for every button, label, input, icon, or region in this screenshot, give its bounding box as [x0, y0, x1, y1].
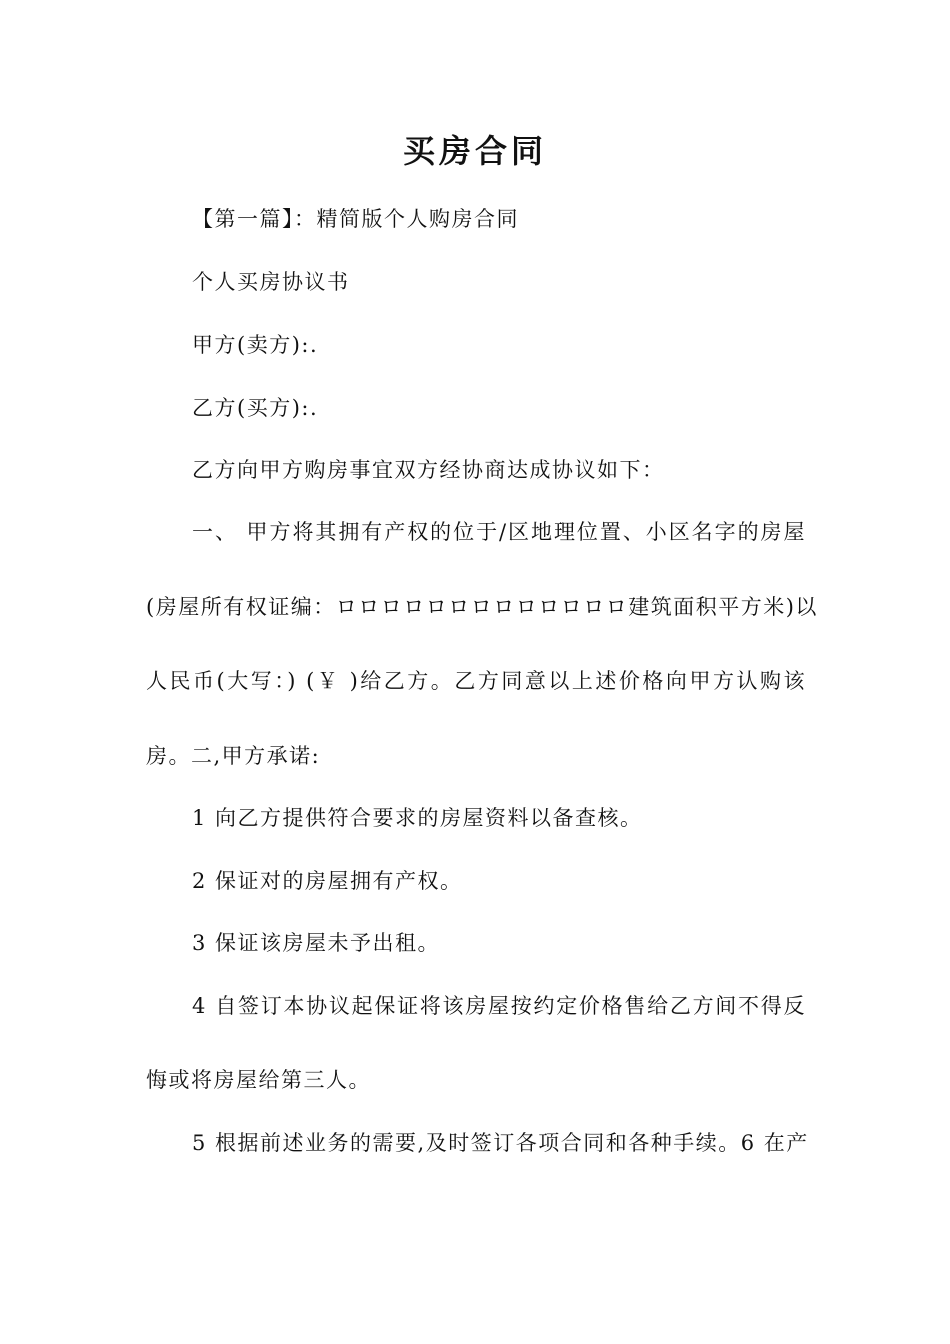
promise-item-4-line-1: 4 自签订本协议起保证将该房屋按约定价格售给乙方间不得反: [192, 994, 806, 1018]
party-a-line: 甲方(卖方):.: [192, 333, 319, 357]
document-title: 买房合同: [402, 132, 547, 170]
clause-1-line-4: 房。二,甲方承诺:: [146, 744, 321, 768]
clause-1-line-2: (房屋所有权证编：ロロロロロロロロロロロロロ建筑面积平方米)以: [146, 595, 818, 619]
clause-1-line-3: 人民币(大写：) (￥ )给乙方。乙方同意以上述价格向甲方认购该: [146, 669, 806, 693]
section-heading: 【第一篇】：精简版个人购房合同: [192, 207, 519, 231]
promise-item-4-line-2: 悔或将房屋给第三人。: [146, 1068, 371, 1092]
promise-item-5-line: 5 根据前述业务的需要,及时签订各项合同和各种手续。6 在产: [192, 1131, 809, 1155]
promise-item-3: 3 保证该房屋未予出租。: [192, 931, 441, 955]
promise-item-2: 2 保证对的房屋拥有产权。: [192, 869, 463, 893]
clause-1-line-1: 一、 甲方将其拥有产权的位于/区地理位置、小区名字的房屋: [192, 520, 806, 544]
agreement-title: 个人买房协议书: [192, 270, 350, 294]
promise-item-1: 1 向乙方提供符合要求的房屋资料以备查核。: [192, 806, 643, 830]
party-b-line: 乙方(买方):.: [192, 396, 319, 420]
preamble-line: 乙方向甲方购房事宜双方经协商达成协议如下：: [192, 458, 665, 482]
